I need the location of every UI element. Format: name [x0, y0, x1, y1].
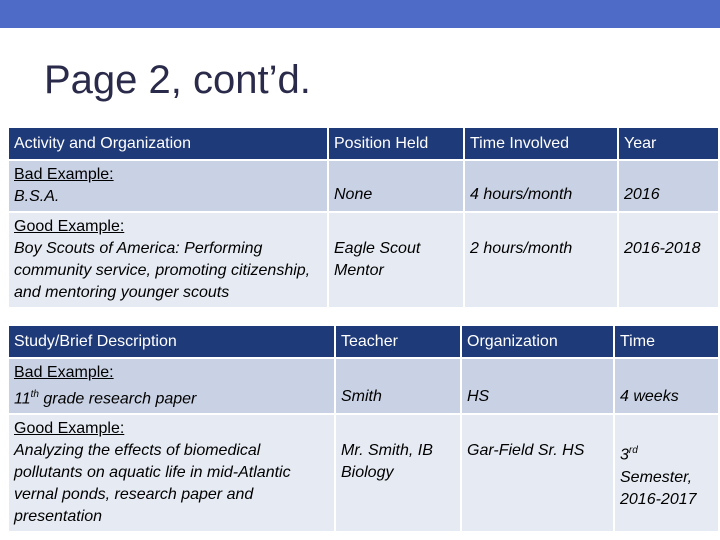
year-cell: 2016	[619, 161, 718, 211]
time-cell: 3rd Semester, 2016-2017	[615, 415, 718, 531]
table-row	[9, 161, 718, 211]
time-cell: 4 weeks	[615, 359, 718, 413]
table-header-row	[9, 326, 718, 357]
activities-table	[7, 126, 720, 309]
activity-cell	[9, 161, 327, 211]
time-cell: 2 hours/month	[465, 213, 617, 307]
page-title: Page 2, cont’d.	[44, 58, 311, 102]
header-activity: Activity and Organization	[9, 128, 327, 159]
study-text: 11th grade research paper	[14, 389, 197, 408]
study-cell	[9, 415, 334, 531]
activity-text: B.S.A.	[14, 188, 60, 205]
table-row	[9, 415, 718, 531]
position-cell: Eagle Scout Mentor	[329, 213, 463, 307]
example-label: Bad Example:	[14, 166, 114, 183]
example-label: Good Example:	[14, 218, 125, 235]
header-study: Study/Brief Description	[9, 326, 334, 357]
position-cell: None	[329, 161, 463, 211]
header-position: Position Held	[329, 128, 463, 159]
header-time: Time	[615, 326, 718, 357]
organization-cell: Gar-Field Sr. HS	[462, 415, 613, 531]
teacher-cell: Mr. Smith, IB Biology	[336, 415, 460, 531]
header-teacher: Teacher	[336, 326, 460, 357]
study-text: Analyzing the effects of biomedical pollutants on aquatic life in mid-Atlantic vernal ponds, research paper and presentation	[14, 442, 291, 526]
header-time-involved: Time Involved	[465, 128, 617, 159]
header-year: Year	[619, 128, 718, 159]
study-cell	[9, 359, 334, 413]
table-header-row	[9, 128, 718, 159]
time-cell: 4 hours/month	[465, 161, 617, 211]
year-cell: 2016-2018	[619, 213, 718, 307]
table-row	[9, 359, 718, 413]
table-row	[9, 213, 718, 307]
header-bar	[0, 0, 720, 28]
activity-cell	[9, 213, 327, 307]
organization-cell: HS	[462, 359, 613, 413]
example-label: Bad Example:	[14, 364, 114, 381]
studies-table	[7, 324, 720, 533]
header-organization: Organization	[462, 326, 613, 357]
teacher-cell: Smith	[336, 359, 460, 413]
example-label: Good Example:	[14, 420, 125, 438]
activity-text: Boy Scouts of America: Performing community service, promoting citizenship, and mentoring younger scouts	[14, 240, 311, 301]
